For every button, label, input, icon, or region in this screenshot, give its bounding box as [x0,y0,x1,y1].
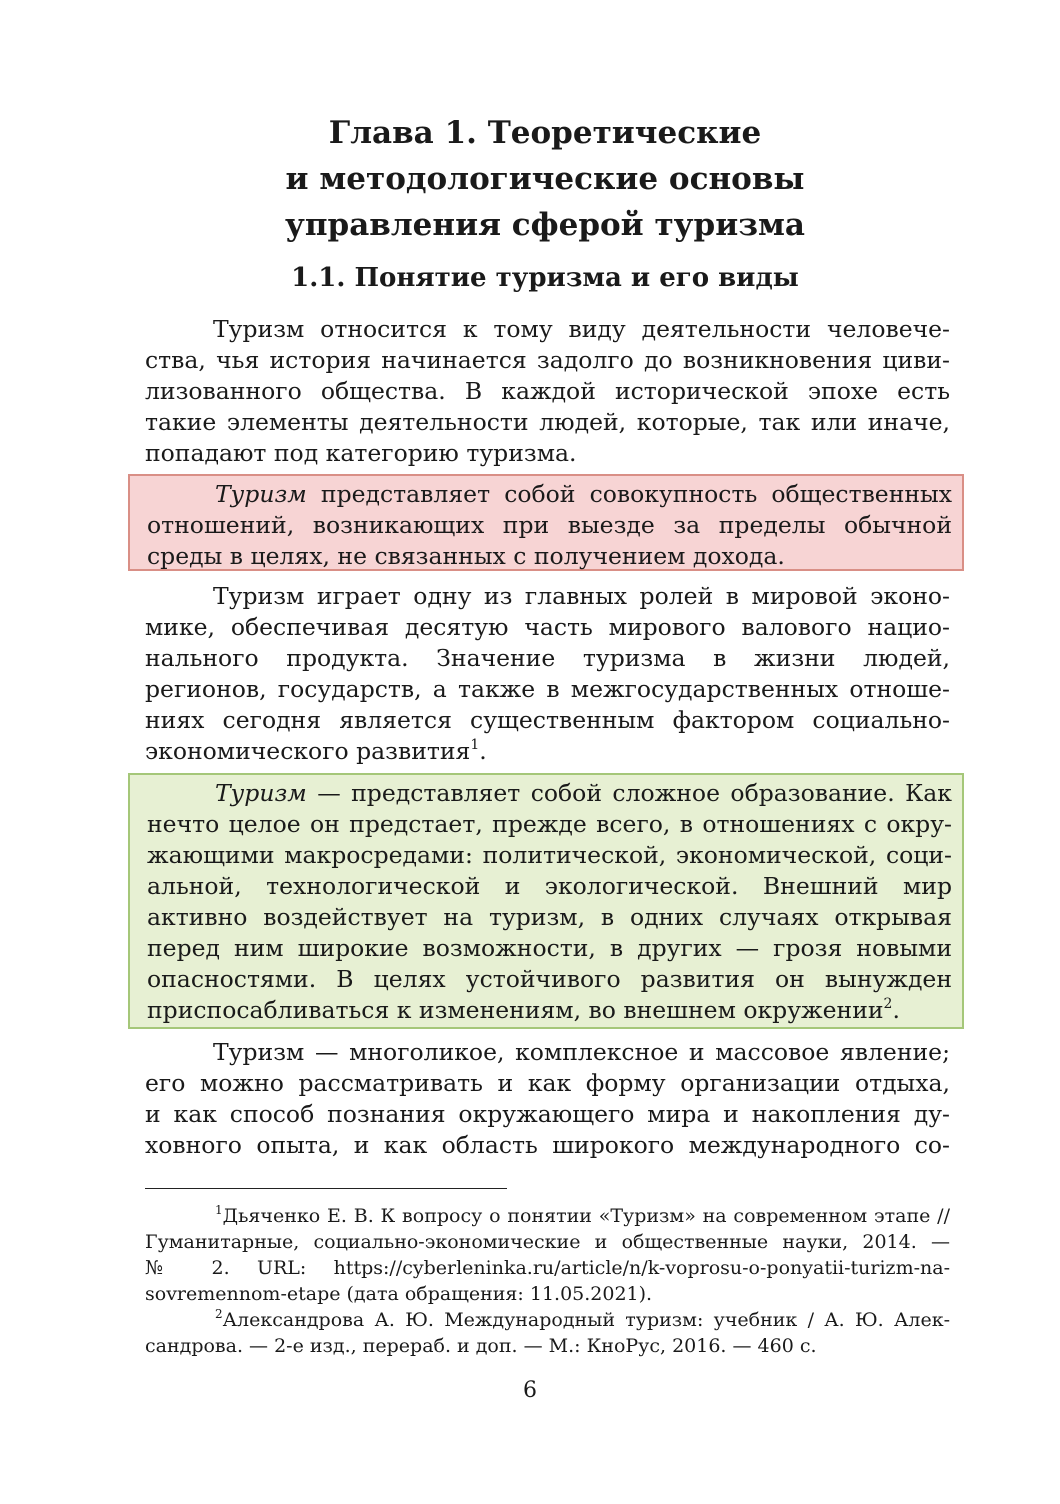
text-line: его можно рассматривать и как форму организации отдыха, [145,1069,950,1097]
text-line [145,736,950,767]
chapter-title-line: и методологические основы [285,161,805,197]
text-line: мике, обеспечивая десятую часть мирового валового нацио- [145,613,950,641]
text-fragment: . [479,737,487,765]
footnote-ref-2[interactable]: 2 [883,996,893,1012]
text-line: Туризм относится к тому виду деятельности человече- [213,315,950,343]
definition-box-green [128,773,964,1029]
text-line: сандрова. — 2-е изд., перераб. и доп. — М.: КноРус, 2016. — 460 с. [145,1335,817,1357]
text-line [147,778,952,809]
text-line: регионов, государств, а также в межгосударственных отноше- [145,675,950,703]
text-line: ства, чья история начинается задолго до возникновения циви- [145,346,950,374]
text-line [145,1307,950,1333]
text-line: sovremennom-etape (дата обращения: 11.05.2021). [145,1283,653,1305]
text-fragment: . [892,996,900,1024]
text-line: ниях сегодня является существенным фактором социально- [145,706,950,734]
text-fragment: экономического развития [145,737,471,765]
text-line: альной, технологической и экологической. Внешний мир [147,872,952,900]
chapter-title-line: Глава 1. Теоретические [328,115,762,151]
definition-2 [147,778,952,1026]
text-line: среды в целях, не связанных с получением дохода. [147,542,785,570]
text-fragment: приспосабливаться к изменениям, во внешнем окружении [147,996,884,1024]
text-line: опасностями. В целях устойчивого развития он вынужден [147,965,952,993]
text-line: такие элементы деятельности людей, которые, так или иначе, [145,408,950,436]
definition-box-red [128,474,964,571]
definition-1 [147,479,952,572]
text-line [147,479,952,510]
footnote-number: 2 [215,1307,223,1321]
text-line: нечто целое он предстает, прежде всего, в отношениях с окру- [147,810,952,838]
text-line: перед ним широкие возможности, в других — грозя новыми [147,934,952,962]
text-line: ховного опыта, и как область широкого международного со- [145,1131,950,1159]
text-line: Туризм играет одну из главных ролей в мировой эконо- [213,582,950,610]
text-line: активно воздействует на туризм, в одних случаях открывая [147,903,952,931]
text-line: Туризм — многоликое, комплексное и массовое явление; [213,1038,950,1066]
footnote-text: Александрова А. Ю. Международный туризм: учебник / А. Ю. Алек- [222,1309,950,1331]
footnote-text: Дьяченко Е. В. К вопросу о понятии «Туризм» на современном этапе // [222,1205,950,1227]
paragraph-phenomenon [145,1037,950,1161]
text-line: Гуманитарные, социально-экономические и общественные науки, 2014. — [145,1231,950,1253]
text-line [145,1203,950,1229]
text-line: нального продукта. Значение туризма в жизни людей, [145,644,950,672]
footnote-ref-1[interactable]: 1 [470,737,480,753]
text-line: жающими макросредами: политической, экономической, соци- [147,841,952,869]
section-title: 1.1. Понятие туризма и его виды [291,263,799,293]
paragraph-economy [145,581,950,767]
text-line: отношений, возникающих при выезде за пределы обычной [147,511,952,539]
page-number: 6 [523,1378,537,1403]
definition-term: Туризм [215,779,307,807]
text-line: № 2. URL: https://cyberleninka.ru/article/n/k-voprosu-o-ponyatii-turizm-na- [145,1257,950,1279]
definition-term: Туризм [215,480,307,508]
footnote-number: 1 [215,1203,223,1217]
text-line: попадают под категорию туризма. [145,439,577,467]
footnote-divider [145,1188,507,1189]
text-line: и как способ познания окружающего мира и накопления ду- [145,1100,950,1128]
text-line: лизованного общества. В каждой исторической эпохе есть [145,377,950,405]
text-line [147,995,952,1026]
definition-text: представляет собой совокупность общественных [306,480,952,508]
paragraph-intro [145,314,950,469]
footnote-2 [145,1307,950,1359]
definition-text: — представляет собой сложное образование. Как [306,779,952,807]
chapter-title-line: управления сферой туризма [284,207,805,243]
footnote-1 [145,1203,950,1307]
chapter-title [140,110,950,248]
